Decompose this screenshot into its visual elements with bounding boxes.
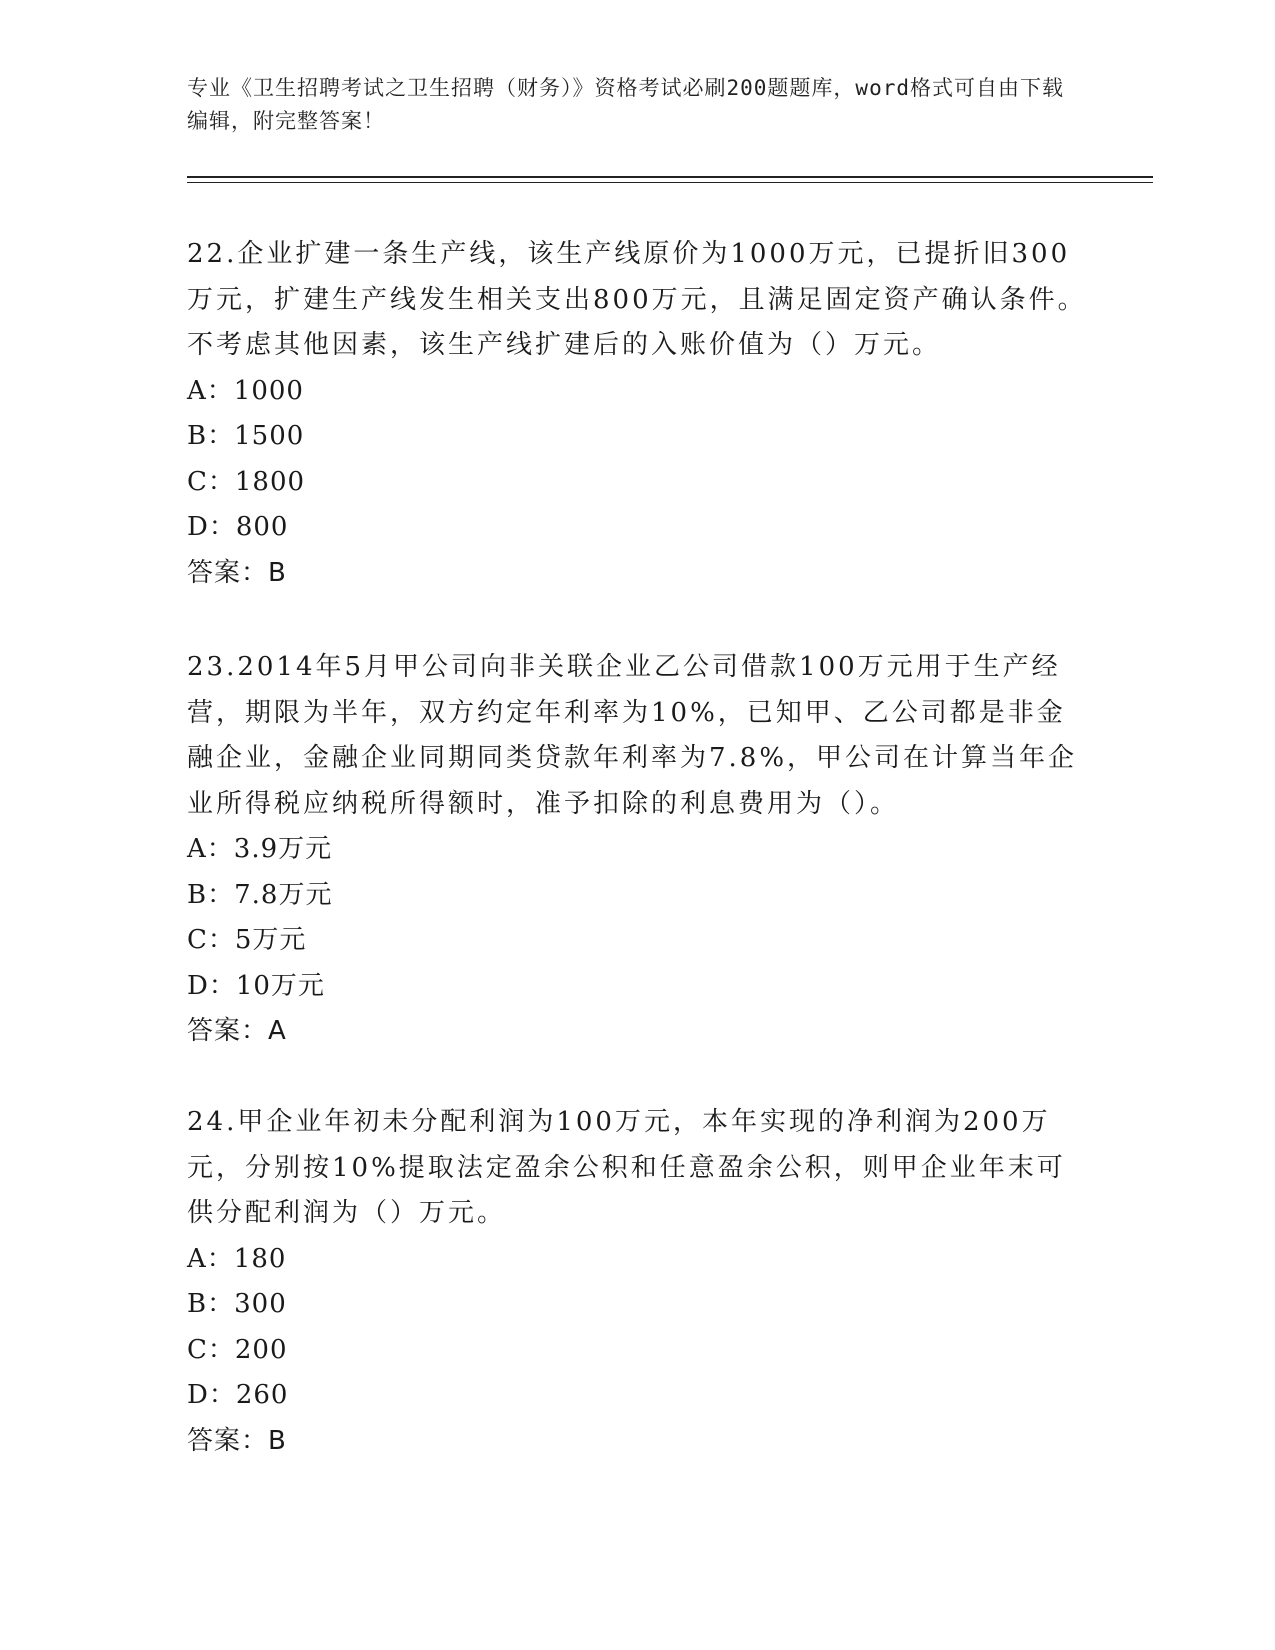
option-c: C：1800 bbox=[187, 466, 306, 497]
option-c: C：5万元 bbox=[187, 925, 307, 955]
option-c: C：200 bbox=[187, 1334, 288, 1365]
option-b: B：7.8万元 bbox=[187, 879, 333, 910]
question-stem: 23.2014年5月甲公司向非关联企业乙公司借款100万元用于生产经营，期限为半年，双方约定年利率为10%，已知甲、乙公司都是非金融企业，金融企业同期同类贷款年利率为7.8%，甲公司在计算当年企业所得税应纳税所得额时，准予扣除的利息费用为（）。 bbox=[187, 652, 1078, 819]
question-22 bbox=[187, 232, 1092, 596]
question-23 bbox=[187, 645, 1092, 1055]
answer-line: 答案：B bbox=[187, 1425, 287, 1456]
question-stem: 22.企业扩建一条生产线，该生产线原价为1000万元，已提折旧300万元，扩建生产线发生相关支出800万元，且满足固定资产确认条件。不考虑其他因素，该生产线扩建后的入账价值为（）万元。 bbox=[187, 239, 1087, 360]
option-d: D：800 bbox=[187, 512, 289, 542]
option-a: A：1000 bbox=[187, 375, 304, 406]
option-d: D：260 bbox=[187, 1380, 289, 1410]
question-24 bbox=[187, 1100, 1092, 1464]
option-b: B：300 bbox=[187, 1289, 287, 1319]
answer-line: 答案：B bbox=[187, 557, 287, 588]
question-stem: 24.甲企业年初未分配利润为100万元，本年实现的净利润为200万元，分别按10%提取法定盈余公积和任意盈余公积，则甲企业年末可供分配利润为（）万元。 bbox=[187, 1107, 1066, 1228]
option-a: A：180 bbox=[187, 1243, 287, 1274]
header-divider-thick bbox=[187, 176, 1153, 178]
option-a: A：3.9万元 bbox=[187, 834, 333, 864]
answer-line: 答案：A bbox=[187, 1016, 287, 1046]
option-d: D：10万元 bbox=[187, 970, 325, 1001]
header-divider-thin bbox=[187, 182, 1153, 183]
document-header-intro: 专业《卫生招聘考试之卫生招聘（财务）》资格考试必刷200题题库，word格式可自由下载编辑，附完整答案！ bbox=[187, 76, 1064, 133]
option-b: B：1500 bbox=[187, 421, 305, 451]
